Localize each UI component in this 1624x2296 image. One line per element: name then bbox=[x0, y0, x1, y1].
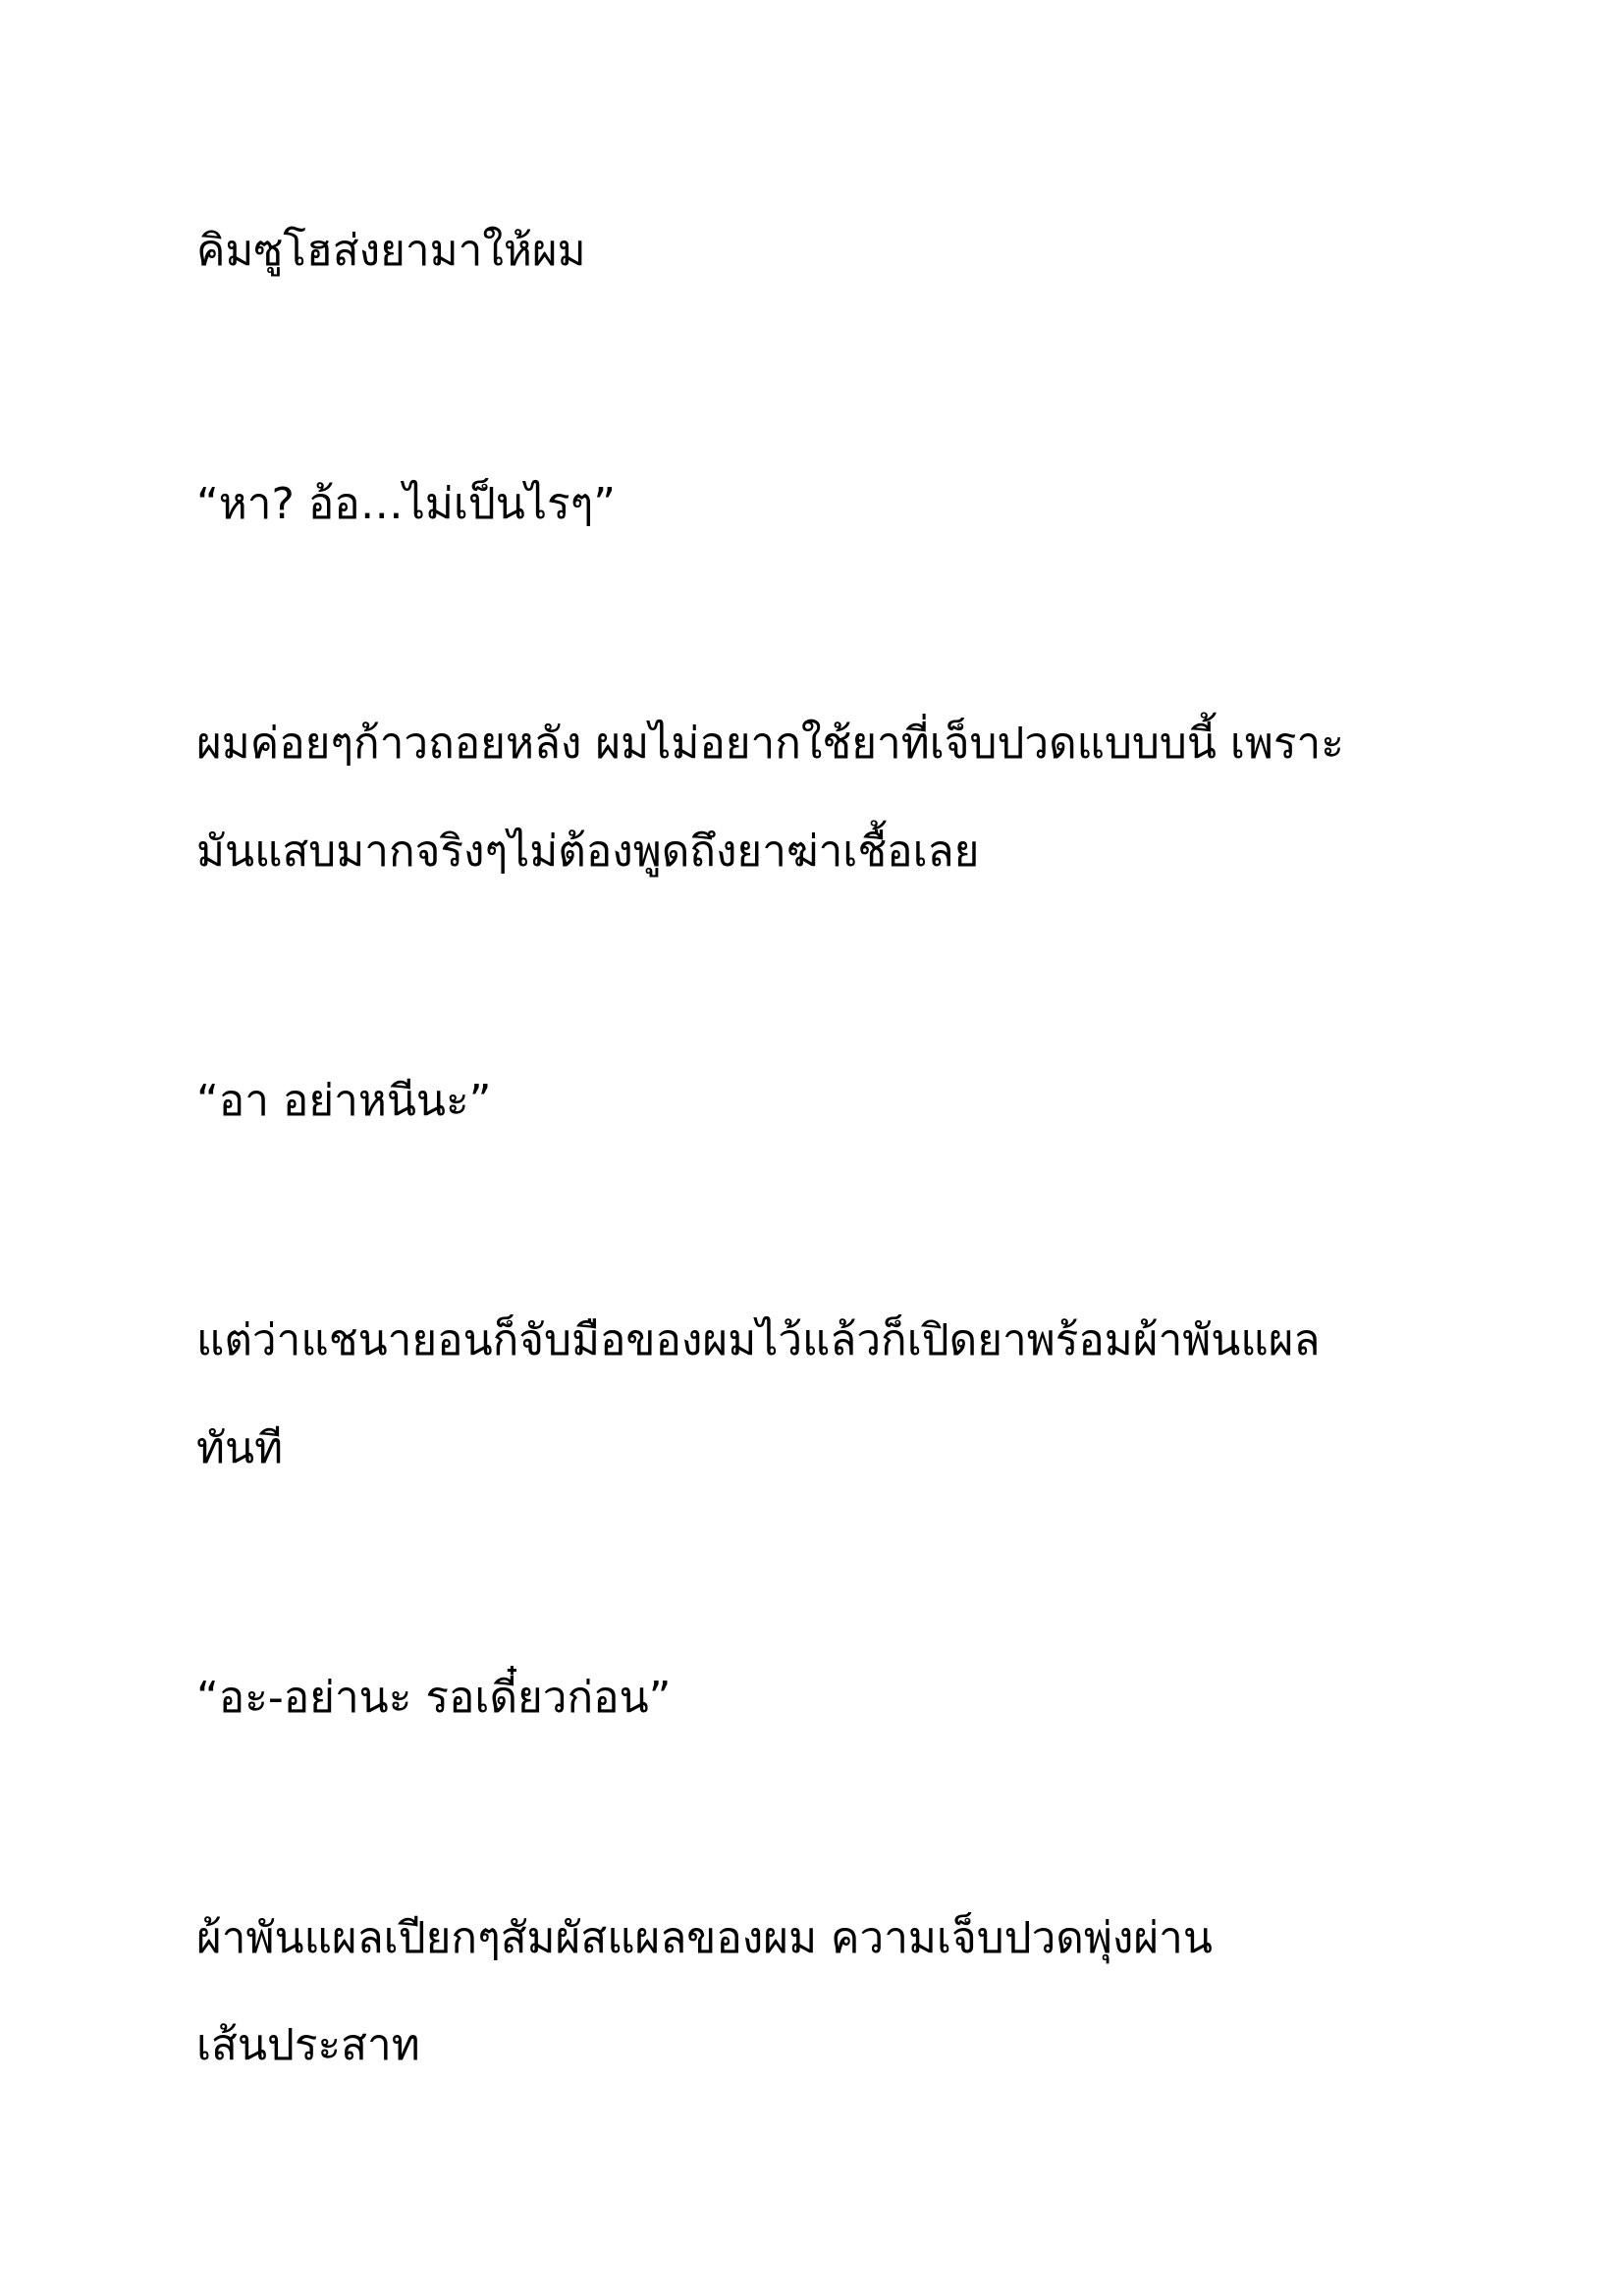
text-line: คิมซูโฮส่งยามาให้ผม bbox=[196, 226, 586, 276]
text-line: ผ้าพันแผลเปียกๆสัมผัสแผลของผม ความเจ็บปวดพุ่งผ่าน bbox=[196, 1913, 1213, 1963]
text-line: ผมค่อยๆก้าวถอยหลัง ผมไม่อยากใช้ยาที่เจ็บปวดแบบบนี้ เพราะ bbox=[196, 719, 1344, 769]
text-line: เส้นประสาท bbox=[196, 2020, 420, 2070]
text-line: มันแสบมากจริงๆไม่ต้องพูดถึงยาฆ่าเชื้อเลย bbox=[196, 827, 980, 877]
dialogue-line: “อา อย่าหนีนะ” bbox=[196, 1076, 492, 1126]
text-line: แต่ว่าแชนายอนก็จับมือของผมไว้แล้วก็เปิดยาพร้อมผ้าพันแผล bbox=[196, 1315, 1321, 1365]
text-line: ทันที bbox=[196, 1423, 284, 1473]
dialogue-line: “อะ-อย่านะ รอเดี๋ยวก่อน” bbox=[196, 1673, 672, 1723]
dialogue-line: “หา? อ้อ…ไม่เป็นไรๆ” bbox=[196, 479, 617, 529]
